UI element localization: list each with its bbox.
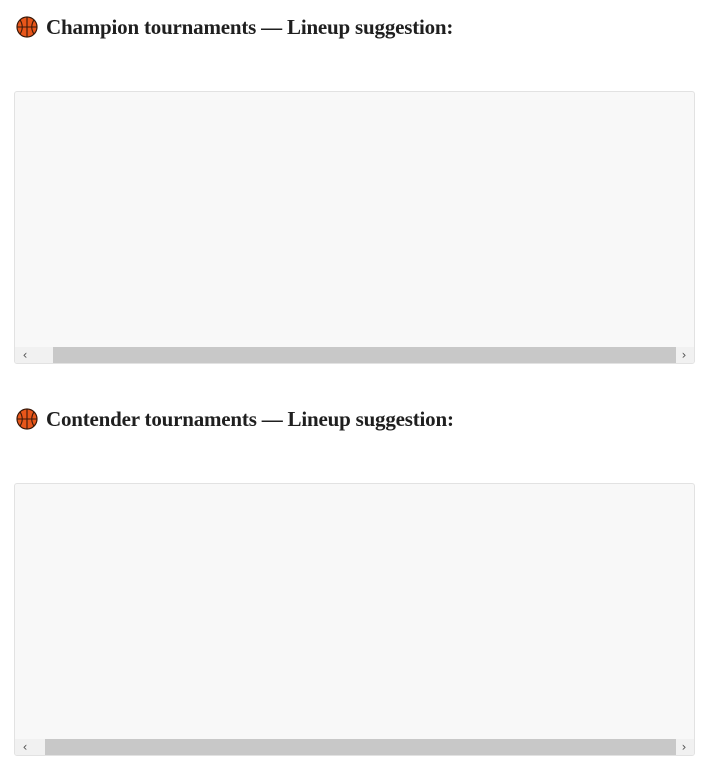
basketball-icon [16,16,38,38]
horizontal-scrollbar[interactable] [15,739,694,755]
scroll-right-icon[interactable]: › [681,348,687,362]
basketball-icon [16,408,38,430]
scrollbar-thumb[interactable] [53,347,676,363]
section-title: Contender tournaments — Lineup suggestion: [46,406,454,431]
horizontal-scrollbar[interactable] [15,347,694,363]
section-heading-champion [16,14,453,40]
code-block-contender[interactable] [14,483,695,756]
code-block-champion[interactable] [14,91,695,364]
scroll-left-icon[interactable]: ‹ [22,348,28,362]
scrollbar-thumb[interactable] [45,739,676,755]
scroll-right-icon[interactable]: › [681,740,687,754]
scroll-left-icon[interactable]: ‹ [22,740,28,754]
section-heading-contender [16,406,454,432]
section-title: Champion tournaments — Lineup suggestion: [46,14,454,39]
